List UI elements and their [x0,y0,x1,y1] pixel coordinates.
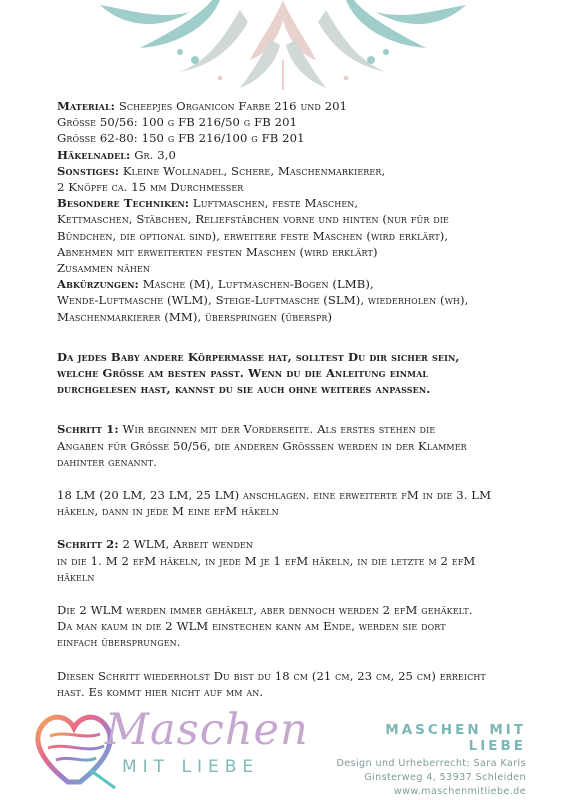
materials-line [57,228,527,244]
materials-text: Wende-Luftmasche (WLM), Steige-Luftmasche (SLM), wiederholen (wh), [57,293,469,308]
text-line: welche Grösse am besten passt. Wenn du die Anleitung einmal [57,366,429,381]
materials-line [57,195,527,211]
materials-section [57,98,527,325]
materials-text: Zusammen nähen [57,261,150,276]
text-line: häkeln, dann in jede M eine efM häkeln [57,504,279,519]
copyright-line: Design und Urheberrecht: Sara Karls [336,758,526,769]
text-line: hast. Es kommt hier nicht auf mm an. [57,684,264,699]
materials-label: Material: [57,99,116,113]
text-line: Die 2 WLM werden immer gehäkelt, aber dennoch werden 2 efM gehäkelt. [57,603,473,618]
materials-label: Häkelnadel: [57,147,131,162]
materials-text: Gr. 3,0 [130,147,176,162]
materials-label: Sonstiges: [57,163,120,178]
text-line: häkeln [57,569,95,584]
text-line: durchgelesen hast, kannst du sie auch ohne weiteres anpassen. [57,382,431,397]
materials-text: Grösse 50/56: 100 g FB 216/50 g FB 201 [57,115,298,130]
logo-wordmark: Maschen [105,705,309,755]
materials-line [57,292,527,308]
text-line: dahinter genannt. [57,454,157,469]
text-line: in die 1. M 2 efM häkeln, in jede M je 1 efM häkeln, in die letzte m 2 efM [57,553,476,568]
materials-text: Kleine Wollnadel, Schere, Maschenmarkierer, [119,163,386,178]
logo-subline: MIT LIEBE [122,757,260,777]
materials-text: Kettmaschen, Stäbchen, Reliefstäbchen vorne und hinten (nur für die [57,212,449,227]
materials-text: Maschenmarkierer (MM), überspringen (überspr) [57,309,333,324]
materials-text: Grösse 62-80: 150 g FB 216/100 g FB 201 [57,131,305,146]
materials-line [57,179,527,195]
step-2-description [57,553,527,585]
text-line: Angaben für Grösse 50/56, die anderen Grösssen werden in der Klammer [57,438,467,453]
floral-ornament [100,0,466,92]
materials-line [57,163,527,179]
step-1-body [57,487,527,519]
pattern-instructions [57,98,527,700]
text-line: Da jedes Baby andere Körpermasse hat, solltest Du dir sicher sein, [57,349,460,364]
materials-text: Bündchen, die optional sind), erweitere feste Maschen (wird erklärt), [57,228,449,243]
address-line: Ginsterweg 4, 53937 Schleiden [364,772,526,783]
materials-line [57,98,527,114]
step-1-description [57,438,527,470]
step-1-heading: Schritt 1: Wir beginnen mit der Vorderseite. Als erstes stehen die [57,422,436,437]
materials-label: Abkürzungen: [57,277,139,292]
website-link[interactable]: www.maschenmitliebe.de [393,786,526,797]
materials-line [57,114,527,130]
materials-text: Scheepjes Organicon Farbe 216 und 201 [115,99,348,113]
repeat-paragraph [57,668,527,700]
materials-label: Besondere Techniken: [57,196,190,211]
materials-text: Masche (M), Luftmaschen-Bogen (LMB), [138,277,374,292]
materials-line [57,130,527,146]
materials-line [57,309,527,325]
wlm-paragraph [57,602,527,651]
brand-name: MASCHEN MIT LIEBE [385,722,526,754]
materials-line [57,211,527,227]
materials-text: Abnehmen mit erweiterten festen Maschen (wird erklärt) [57,244,378,259]
materials-line [57,147,527,163]
materials-text: 2 Knöpfe ca. 15 mm Durchmesser [57,180,244,195]
materials-line [57,276,527,292]
materials-line [57,260,527,276]
footer-brand-block [326,722,526,799]
materials-text: Luftmaschen, feste Maschen, [189,196,359,211]
notice-paragraph [57,349,527,398]
text-line: Diesen Schritt wiederholst Du bist du 18 cm (21 cm, 23 cm, 25 cm) erreicht [57,668,486,683]
text-line: einfach übersprungen. [57,635,181,650]
materials-line [57,244,527,260]
text-line: 18 LM (20 LM, 23 LM, 25 LM) anschlagen. eine erweiterte fM in die 3. LM [57,488,492,503]
text-line: Da man kaum in die 2 WLM einstechen kann am Ende, werden sie dort [57,619,446,634]
step-2-heading: Schritt 2: 2 WLM, Arbeit wenden [57,537,254,552]
